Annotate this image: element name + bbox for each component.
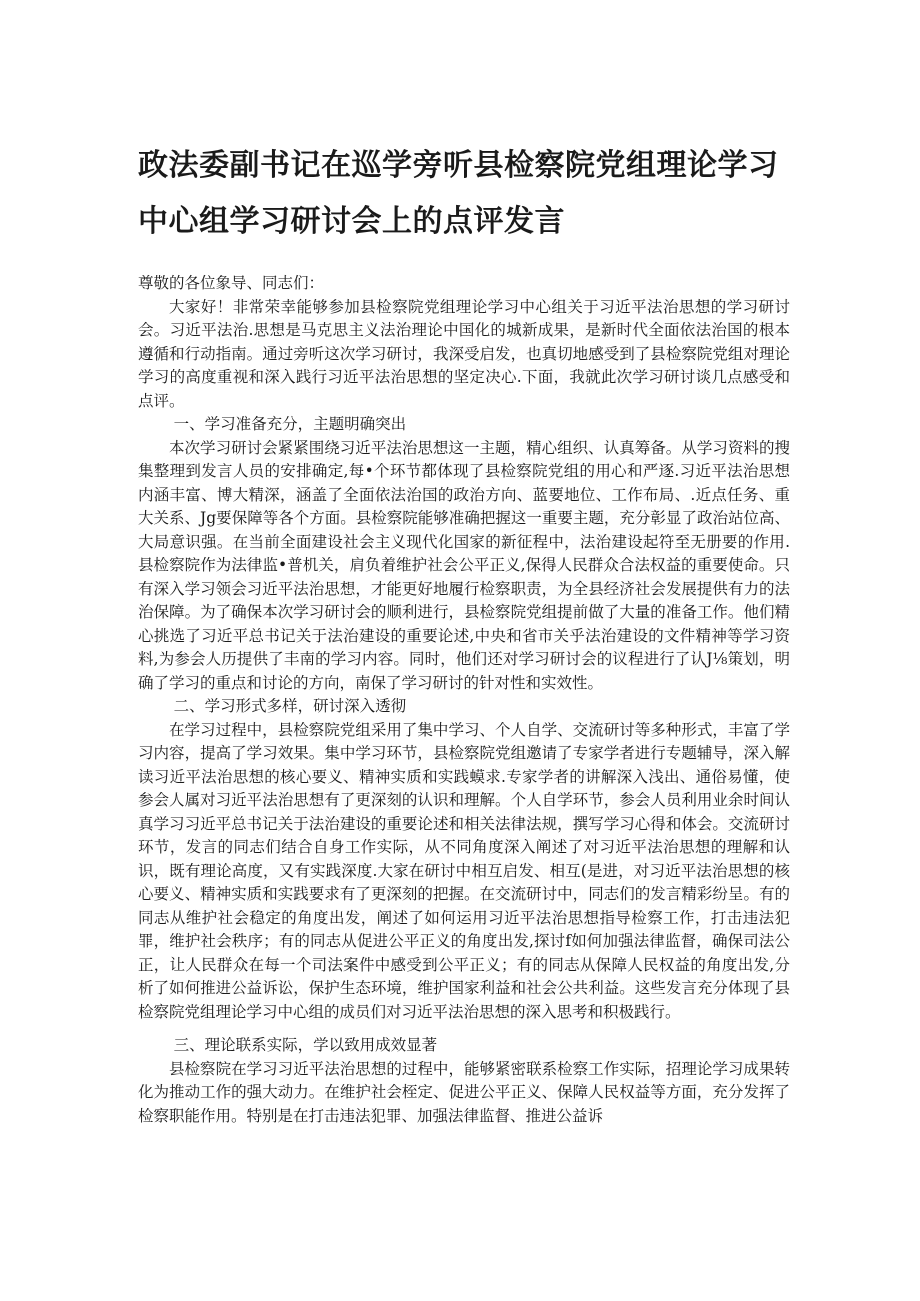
section-2-heading: 二、学习形式多样，研讨深入透彻 — [173, 697, 407, 715]
section-2-body: 在学习过程中，县检察院党组采用了集中学习、个人自学、交流研讨等多种形式，丰富了学习内容，提高了学习效果。集中学习环节，县检察院党组邀请了专家学者进行专题辅导，深入解读习近平法治思想的核心要义、精神实质和实践蟆求.专家学者的讲解深入浅出、通俗易懂，使参会人属对习近平法治思想有了更深刻的认识和理解。个人自学环节，参会人员利用业余时间认真学习习近平总书记关于法治建设的重要论述和相关法律法规，撰写学习心得和体会。交流研讨环节，发言的同志们结合自身工作实际，从不同角度深入阐述了对习近平法治思想的理解和认识，既有理论高度，又有实践深度.大家在研讨中相互启发、相互(是进，对习近平法治思想的核心要义、精神实质和实践要求有了更深刻的把握。在交流研讨中，同志们的发言精彩纷呈。有的同志从维护社会稳定的角度出发，阐述了如何运用习近平法治思想指导检察工作，打击违法犯罪，维护社会秩序；有的同志从促进公平正义的角度出发,探讨f如何加强法律监督，确保司法公正，让人民群众在每一个司法案件中感受到公平正义；有的同志从保障人民权益的角度出发,分析了如何推进公益诉讼，保护生态环境，维护国家利益和社会公共利益。这些发言充分体现了县检察院党组理论学习中心组的成员们对习近平法治思想的深入思考和积极践行。 — [138, 720, 790, 1021]
section-3-body: 县检察院在学习习近平法治思想的过程中，能够紧密联系检察工作实际，招理论学习成果转化为推动工作的强大动力。在维护社会桎定、促进公平正义、保障人民权益等方面，充分发挥了检察职能作用。特别是在打击违法犯罪、加强法律监督、推进公益诉 — [138, 1059, 790, 1125]
document-title: 政法委副书记在巡学旁听县检察院党组理论学习中心组学习研讨会上的点评发言 — [138, 148, 779, 239]
section-3-heading: 三、理论联系实际，学以致用成效显著 — [173, 1036, 438, 1054]
intro-paragraph: 大家好！非常荣幸能够参加县检察院党组理论学习中心组关于习近平法治思想的学习研讨会。习近平法治.思想是马克思主义法治理论中国化的城新成果，是新时代全面依法治国的根本遵循和行动指南。通过旁听这次学习研讨，我深受启发，也真切地感受到了县检察院党组对理论学习的高度重视和深入践行习近平法治思想的坚定决心.下面，我就此次学习研讨谈几点感受和点评。 — [138, 297, 790, 410]
salutation: 尊敬的各位象导、同志们： — [138, 274, 325, 292]
document-page — [138, 0, 790, 1128]
section-1-body: 本次学习研讨会紧紧围绕习近平法治思想这一主题，精心组织、认真筹备。从学习资料的搜集整理到发言人员的安排确定,每•个环节都体现了县检察院党组的用心和严逐.习近平法治思想内涵丰富、博大精深，涵盖了全面依法治国的政治方向、蓝要地位、工作布局、.近点任务、重大关系、Jg要保障等各个方面。县检察院能够准确把握这一重要主题，充分彰显了政治站位高、大局意识强。在当前全面建设社会主义现代化国家的新征程中，法治建设起符至无册要的作用.县检察院作为法律监•普机关，肩负着维护社会公平正义,保得人民群众合法权益的重要使命。只有深入学习领会习近平法治思想，才能更好地履行检察职责，为全县经济社会发展提供有力的法治保障。为了确保本次学习研讨会的顺利进行，县检察院党组提前做了大量的准备工作。他们精心挑选了习近平总书记关于法治建设的重要论述,中央和省市关乎法治建设的文件精神等学习资料,为参会人历提供了丰南的学习内容。同时，他们还对学习研讨会的议程进行了认J⅛策划，明确了学习的重点和讨论的方向，南保了学习研讨的针对性和实效性。 — [138, 438, 790, 692]
section-1-heading: 一、学习准备充分，主题明确突出 — [173, 415, 407, 433]
